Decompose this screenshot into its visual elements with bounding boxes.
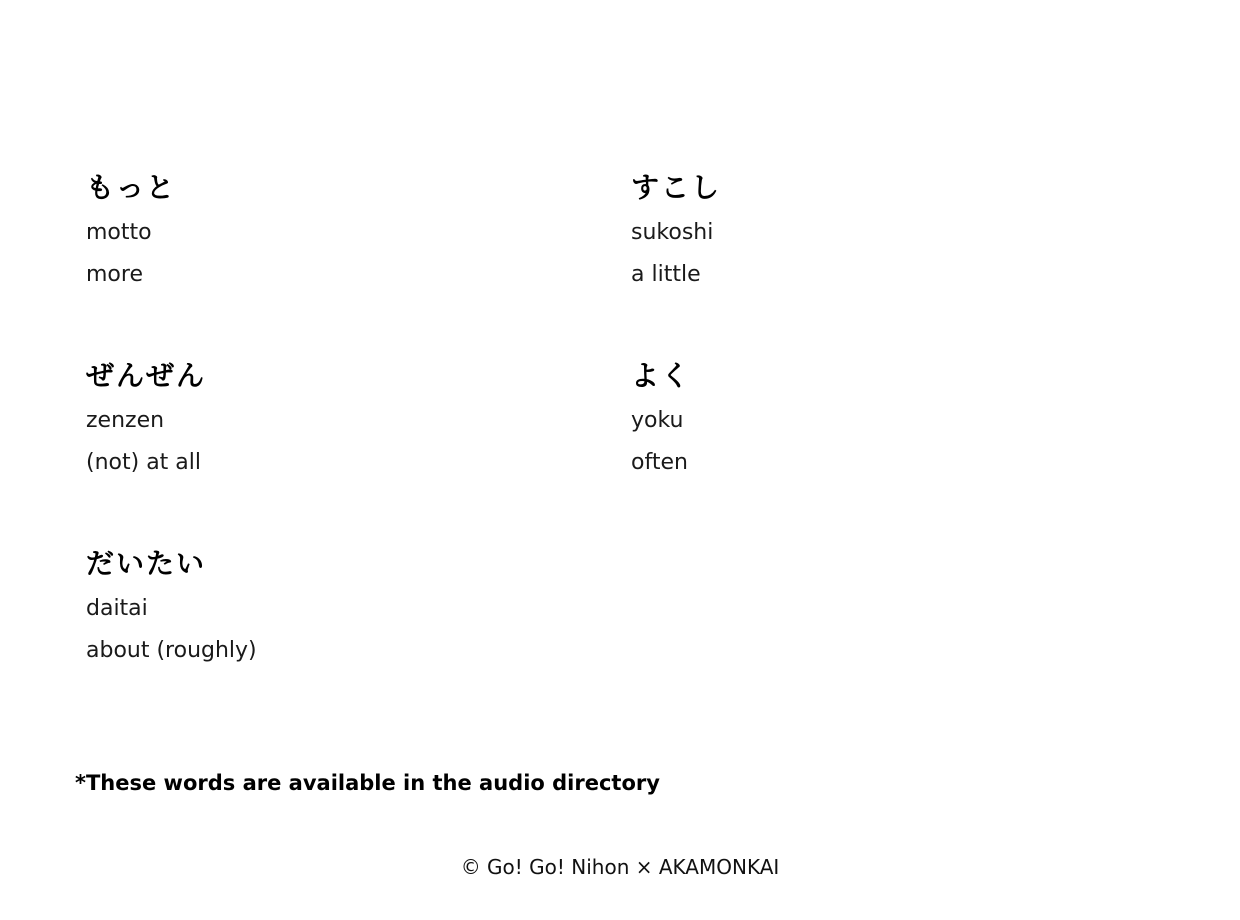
vocab-entry-daitai — [86, 544, 631, 732]
vocab-meaning: (not) at all — [86, 450, 201, 475]
vocab-kana: だいたい — [86, 547, 207, 580]
vocab-romaji: sukoshi — [631, 220, 714, 245]
vocab-meaning: more — [86, 262, 143, 287]
vocab-entry-motto — [86, 168, 631, 356]
vocab-entry-sukoshi — [631, 168, 1166, 356]
vocab-romaji: daitai — [86, 596, 148, 621]
vocab-meaning: a little — [631, 262, 701, 287]
vocab-romaji: yoku — [631, 408, 684, 433]
vocab-romaji: zenzen — [86, 408, 165, 433]
vocab-kana: もっと — [86, 171, 177, 204]
audio-directory-note: *These words are available in the audio directory — [75, 771, 660, 795]
vocab-entry-yoku — [631, 356, 1166, 544]
copyright-footer: © Go! Go! Nihon × AKAMONKAI — [460, 855, 780, 879]
vocab-meaning: often — [631, 450, 688, 475]
vocab-meaning: about (roughly) — [86, 638, 257, 663]
vocab-kana: ぜんぜん — [86, 359, 207, 392]
vocab-entry-zenzen — [86, 356, 631, 544]
vocab-kana: よく — [631, 359, 692, 392]
vocab-kana: すこし — [631, 171, 722, 204]
vocab-romaji: motto — [86, 220, 152, 245]
vocabulary-list — [86, 168, 1166, 732]
